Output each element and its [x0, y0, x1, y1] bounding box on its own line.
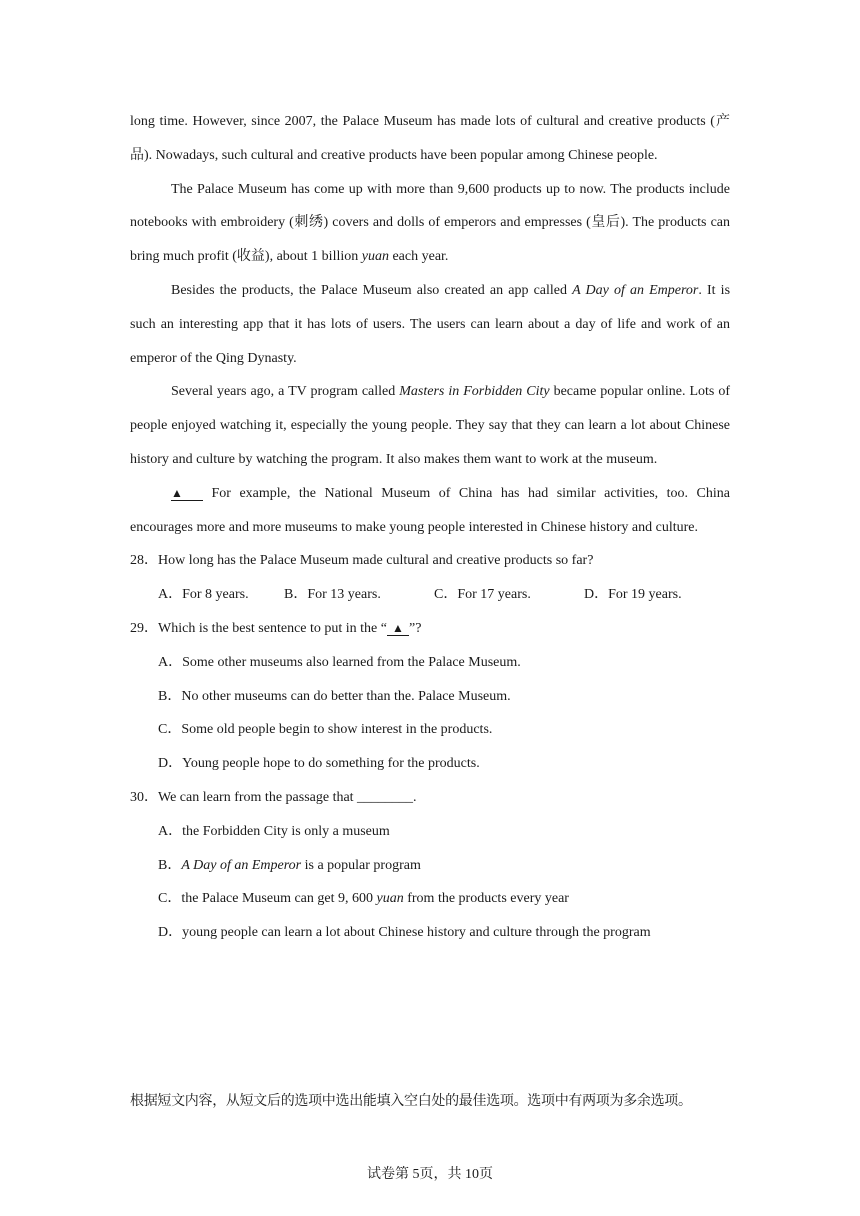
question-28-stem: 28．How long has the Palace Museum made cultural and creative products so far? — [130, 553, 594, 569]
p2-start: Besides the products, the Palace Museum also created an app called — [171, 282, 573, 298]
passage-paragraph-0: long time. However, since 2007, the Palace Museum has made lots of cultural and creative products (产品). Nowadays, such cultural and creative products have been popular among Chinese people. — [130, 114, 730, 163]
q30-b-end: is a popular program — [301, 857, 421, 873]
q30-b-label: B． — [158, 857, 182, 873]
p2-app-title: A Day of an Emperor — [572, 282, 699, 298]
q29-option-d: D．Young people hope to do something for the products. — [158, 756, 480, 772]
p2-end: . It is such an interesting app that it has lots of users. The users can learn about a day of life and work of an emperor of the Qing Dynasty. — [130, 282, 731, 366]
q30-option-c — [158, 882, 730, 916]
q30-option-a: A．the Forbidden City is only a museum — [158, 823, 390, 839]
q28-option-d: D．For 19 years. — [584, 587, 682, 603]
page-footer: 试卷第 5页，共 10页 — [367, 1167, 493, 1182]
q30-option-b — [158, 849, 730, 883]
p1-end: each year. — [388, 249, 449, 265]
q30-b-italic: A Day of an Emperor — [181, 857, 302, 873]
p4-text: For example, the National Museum of China has had similar activities, too. China encourages more and more museums to make young people interested in Chinese history and culture. — [130, 485, 730, 535]
q29-option-b: B．No other museums can do better than the. Palace Museum. — [158, 688, 511, 704]
q29-option-a: A．Some other museums also learned from the Palace Museum. — [158, 654, 521, 670]
q30-c-end: from the products every year — [403, 891, 569, 907]
q30-c-start: C．the Palace Museum can get 9, 600 — [158, 891, 377, 907]
p1-text: The Palace Museum has come up with more than 9,600 products up to now. The products include notebooks with embroidery (刺绣) covers and dolls of emperors and empresses (皇后). The products can bring much profit (收益), about 1 billion — [130, 181, 730, 265]
p3-program-title: Masters in Forbidden City — [399, 384, 550, 400]
q29-stem-start: 29．Which is the best sentence to put in the “ — [130, 620, 387, 636]
section-instruction: 根据短文内容，从短文后的选项中选出能填入空白处的最佳选项。选项中有两项为多余选项。 — [130, 1093, 692, 1109]
p3-end: became popular online. Lots of people enjoyed watching it, especially the young people. They say that they can learn a lot about Chinese history and culture by watching the program. It also makes them want to work at the museum. — [130, 384, 731, 467]
p1-italic: yuan — [361, 249, 389, 265]
q28-option-b: B．For 13 years. — [284, 587, 381, 603]
q28-option-a: A．For 8 years. — [158, 587, 249, 603]
passage-paragraph-3 — [130, 375, 730, 476]
question-30-stem: 30．We can learn from the passage that ________. — [130, 789, 417, 805]
q29-stem-end: ”? — [409, 620, 422, 636]
q30-c-italic: yuan — [376, 891, 404, 907]
p3-start: Several years ago, a TV program called — [171, 384, 400, 400]
passage-paragraph-1 — [130, 173, 730, 274]
q29-blank-marker: ▲ — [387, 621, 409, 636]
question-28-options — [158, 578, 730, 612]
q28-option-c: C．For 17 years. — [434, 587, 531, 603]
passage-page — [130, 105, 730, 950]
q30-option-d: D．young people can learn a lot about Chinese history and culture through the program — [158, 925, 651, 941]
passage-paragraph-2 — [130, 274, 730, 375]
blank-marker: ▲ — [171, 486, 203, 501]
passage-paragraph-4 — [130, 477, 730, 545]
q29-option-c: C．Some old people begin to show interest in the products. — [158, 722, 493, 738]
question-29-stem — [130, 612, 730, 646]
